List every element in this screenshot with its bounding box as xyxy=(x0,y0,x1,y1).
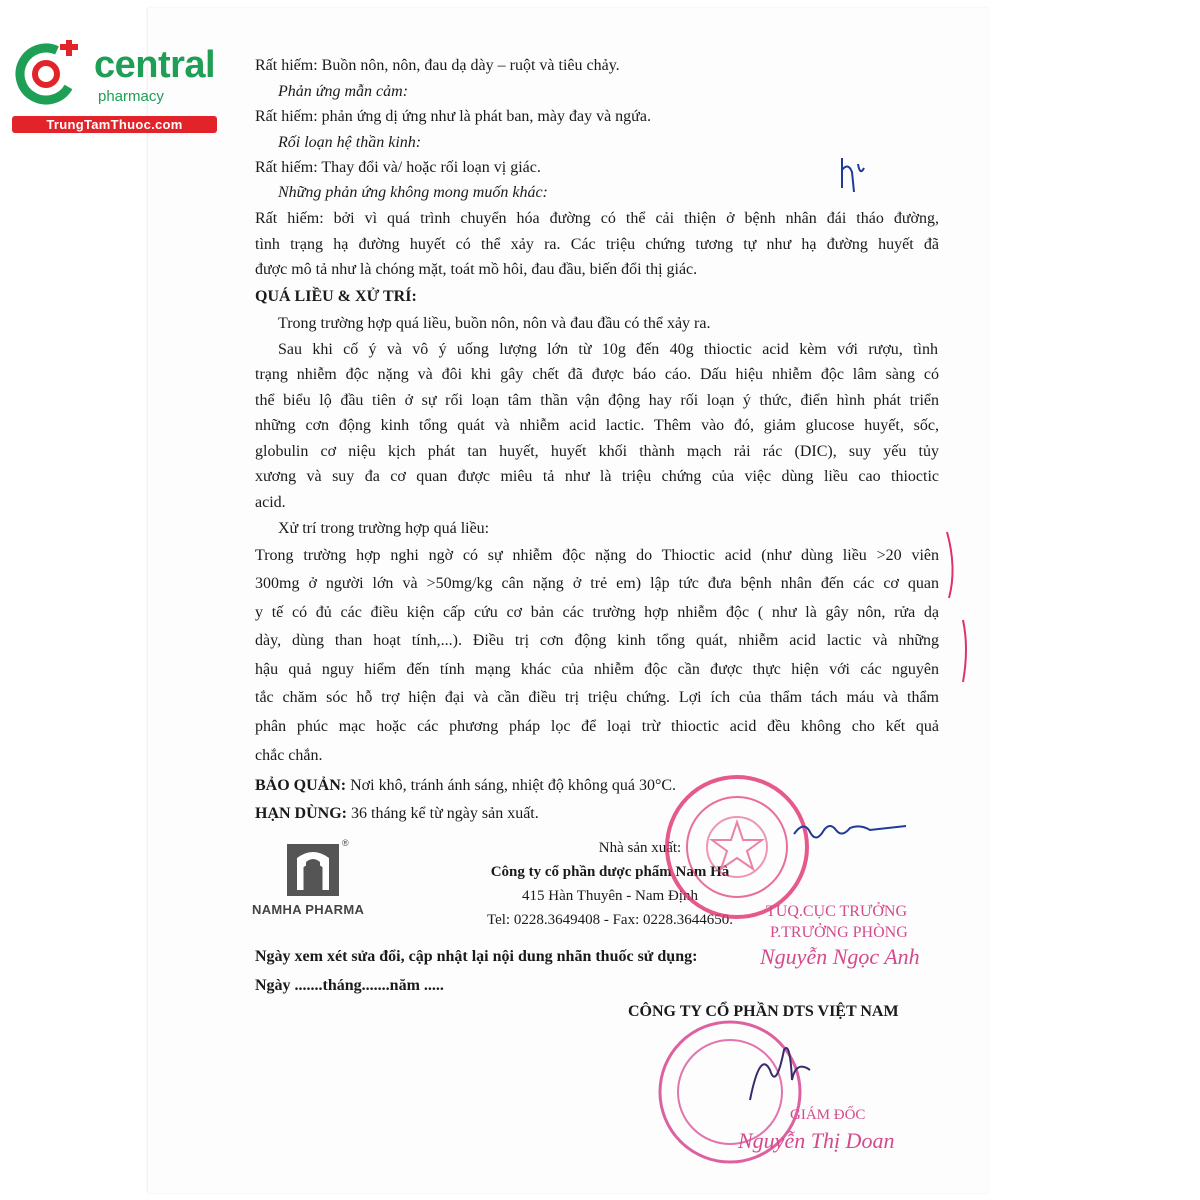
approval-signer: Nguyễn Ngọc Anh xyxy=(760,944,920,969)
paragraph-line: dày, dùng than hoạt tính,...). Điều trị cơn động kinh tổng quát, nhiễm acid lactic và những xyxy=(255,632,939,649)
paragraph-line: trạng nhiễm độc nặng và đôi khi gây chết đã được báo cáo. Dấu hiệu nhiễm độc lâm sàng có xyxy=(255,366,939,383)
storage-line xyxy=(255,776,676,796)
pharmacy-cross-icon xyxy=(12,40,80,108)
ministry-signature xyxy=(790,808,910,848)
brand-website: TrungTamThuoc.com xyxy=(12,116,217,133)
central-pharmacy-logo xyxy=(8,36,218,136)
storage-text: Nơi khô, tránh ánh sáng, nhiệt độ không quá 30°C. xyxy=(350,777,677,794)
overdose-heading: QUÁ LIỀU & XỬ TRÍ: xyxy=(255,288,417,305)
namha-logo-icon xyxy=(287,844,339,896)
paragraph-line: tắc chăm sóc hỗ trợ hiện đại và cần điều trị triệu chứng. Lợi ích của thẩm tách máu và thẩm xyxy=(255,689,939,706)
paragraph-line: thể biểu lộ đầu tiên ở sự rối loạn tâm thần vận động hay rối loạn ý thức, điển hình phát triển xyxy=(255,392,939,409)
manufacturer-company: Công ty cổ phần dược phẩm Nam Hà xyxy=(490,864,730,880)
paragraph-line: y tế có đủ các điều kiện cấp cứu cơ bản các trường hợp nhiễm độc ( như là gây nôn, rửa dạ xyxy=(255,604,939,621)
margin-marks xyxy=(935,528,975,688)
paragraph-line: Sau khi cố ý và vô ý uống lượng lớn từ 10g đến 40g thioctic acid kèm với rượu, tình xyxy=(278,341,938,358)
paragraph-line: được mô tả như là chóng mặt, toát mồ hôi, đau đầu, biến đổi thị giác. xyxy=(255,261,698,278)
paragraph-line: tình trạng hạ đường huyết có thể xảy ra. Các triệu chứng tương tự như hạ đường huyết đã xyxy=(255,236,939,253)
paragraph-line: globulin cơ niệu kịch phát tan huyết, huyết khối thành mạch rải rác (DIC), suy yếu tủy xyxy=(255,443,939,460)
shelf-life-label: HẠN DÙNG: xyxy=(255,805,347,822)
shelf-life-line xyxy=(255,804,539,824)
paragraph-line: Trong trường hợp quá liều, buồn nôn, nôn và đau đầu có thể xảy ra. xyxy=(278,315,711,332)
approval-line1: TUQ.CỤC TRƯỞNG xyxy=(766,903,908,920)
storage-label: BẢO QUẢN: xyxy=(255,777,347,794)
company-signature xyxy=(740,1030,820,1110)
paragraph-line: Rất hiếm: bởi vì quá trình chuyển hóa đường có thể cải thiện ở bệnh nhân đái tháo đường, xyxy=(255,210,939,227)
approval-line2: P.TRƯỞNG PHÒNG xyxy=(770,924,908,941)
namha-pharma-logo xyxy=(252,838,382,928)
side-effect-line: Rất hiếm: Buồn nôn, nôn, đau dạ dày – ruột và tiêu chảy. xyxy=(255,57,620,74)
margin-initial xyxy=(838,150,868,200)
brand-subtitle: pharmacy xyxy=(98,88,164,105)
namha-brand: NAMHA PHARMA xyxy=(252,902,365,917)
review-date-line: Ngày .......tháng.......năm ..... xyxy=(255,977,444,994)
section-heading: Những phản ứng không mong muốn khác: xyxy=(278,184,548,201)
manufacturer-label: Nhà sản xuất: xyxy=(598,840,682,856)
section-heading: Phản ứng mẫn cảm: xyxy=(278,83,409,100)
company-signer: Nguyễn Thị Doan xyxy=(738,1128,895,1153)
paragraph-line: chắc chắn. xyxy=(255,747,323,764)
treatment-heading: Xử trí trong trường hợp quá liều: xyxy=(278,520,490,537)
paragraph-line: acid. xyxy=(255,494,286,511)
paragraph-line: hậu quả nguy hiểm đến tính mạng khác của nhiễm độc cần được thực hiện với các nguyên xyxy=(255,661,939,678)
manufacturer-contact: Tel: 0228.3649408 - Fax: 0228.3644650. xyxy=(486,912,734,928)
paragraph-line: 300mg ở người lớn và >50mg/kg cân nặng ở trẻ em) lập tức đưa bệnh nhân đến các cơ quan xyxy=(255,575,939,592)
company-title: GIÁM ĐỐC xyxy=(790,1107,866,1123)
review-line: Ngày xem xét sửa đổi, cập nhật lại nội dung nhãn thuốc sử dụng: xyxy=(255,948,698,965)
shelf-life-text: 36 tháng kể từ ngày sản xuất. xyxy=(351,805,539,822)
registered-mark: ® xyxy=(342,838,349,848)
manufacturer-address: 415 Hàn Thuyên - Nam Định xyxy=(522,888,698,904)
side-effect-line: Rất hiếm: Thay đổi và/ hoặc rối loạn vị giác. xyxy=(255,159,541,176)
company-name: CÔNG TY CỔ PHẦN DTS VIỆT NAM xyxy=(628,1003,899,1020)
paragraph-line: phân phúc mạc hoặc các phương pháp lọc để loại trừ thioctic acid đều không cho kết quả xyxy=(255,718,939,735)
paragraph-line: xương và suy đa cơ quan được miêu tả như là triệu chứng của việc dùng liều cao thioctic xyxy=(255,468,939,485)
side-effect-line: Rất hiếm: phản ứng dị ứng như là phát ban, mày đay và ngứa. xyxy=(255,108,651,125)
brand-name: central xyxy=(94,44,216,86)
paragraph-line: những cơn động kinh tổng quát và nhiễm acid lactic. Thêm vào đó, giảm glucose huyết, sốc, xyxy=(255,417,939,434)
section-heading: Rối loạn hệ thần kinh: xyxy=(278,134,422,151)
paragraph-line: Trong trường hợp nghi ngờ có sự nhiễm độc nặng do Thioctic acid (như dùng liều >20 viên xyxy=(255,547,939,564)
